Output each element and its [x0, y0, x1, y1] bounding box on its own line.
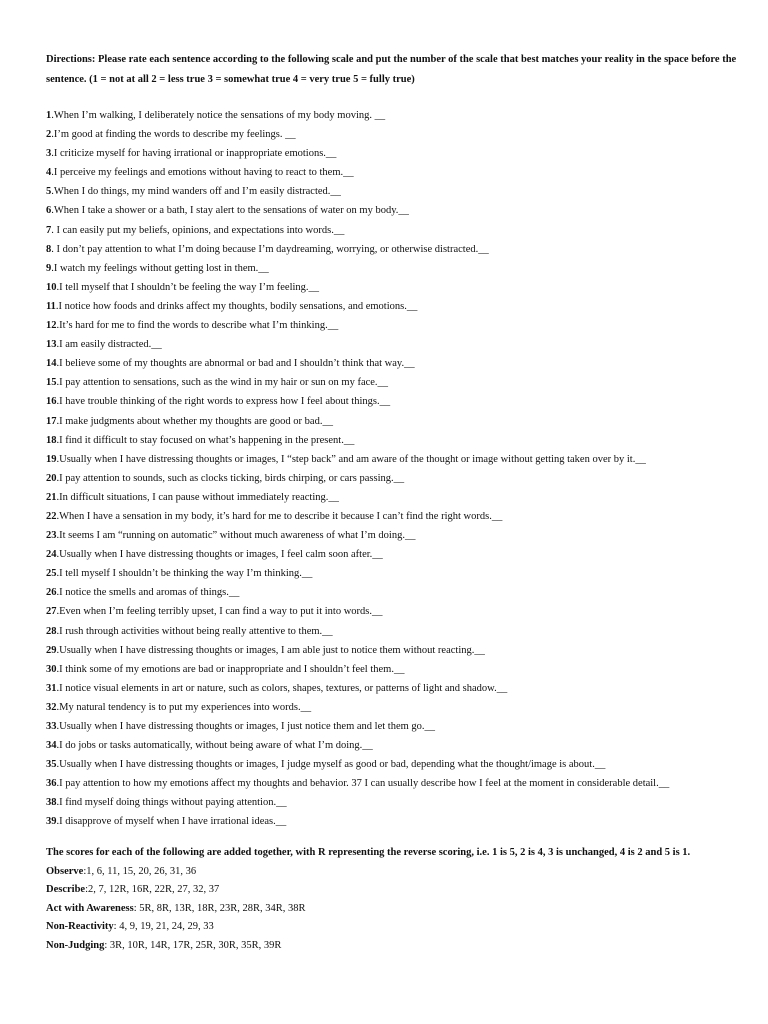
question-item: [46, 812, 746, 831]
question-text: .I’m good at finding the words to describe my feelings. __: [51, 129, 296, 141]
question-number: 12: [46, 320, 57, 332]
question-item: [46, 545, 746, 564]
question-text: . I don’t pay attention to what I’m doing because I’m daydreaming, worrying, or otherwise distracted.__: [51, 243, 489, 255]
question-item: [46, 201, 746, 220]
question-number: 17: [46, 415, 57, 427]
question-item: [46, 354, 746, 373]
question-text: .I find it difficult to stay focused on what’s happening in the present.__: [56, 434, 355, 446]
scoring-section: [46, 844, 746, 956]
question-text: . I can easily put my beliefs, opinions, and expectations into words.__: [51, 224, 345, 236]
question-text: .When I take a shower or a bath, I stay alert to the sensations of water on my body.__: [51, 205, 409, 217]
question-item: [46, 392, 746, 411]
question-text: .I notice the smells and aromas of things.__: [56, 587, 240, 599]
question-item: [46, 278, 746, 297]
question-number: 27: [46, 606, 57, 618]
question-number: 30: [46, 663, 57, 675]
question-number: 39: [46, 816, 57, 828]
question-text: .When I have a sensation in my body, it’s hard for me to describe it because I can’t find the right words.__: [56, 510, 503, 522]
facet-row: [46, 900, 746, 919]
question-item: [46, 679, 746, 698]
question-text: .Usually when I have distressing thoughts or images, I just notice them and let them go.__: [56, 721, 436, 732]
question-item: [46, 144, 746, 163]
question-text: .I notice how foods and drinks affect my thoughts, bodily sensations, and emotions.__: [55, 300, 418, 312]
facet-name: Act with Awareness: [46, 902, 134, 914]
facet-row: [46, 881, 746, 900]
question-number: 32: [46, 701, 57, 713]
scoring-intro: The scores for each of the following are added together, with R representing the reverse scoring, i.e. 1 is 5, 2 is 4, 3 is unchanged, 4 is 2 and 5 is 1.: [46, 847, 691, 858]
question-text: .I do jobs or tasks automatically, without being aware of what I’m doing.__: [56, 740, 373, 752]
question-number: 36: [46, 778, 57, 790]
question-number: 11: [46, 300, 56, 312]
question-item: [46, 297, 746, 316]
question-number: 3: [46, 148, 52, 160]
question-text: .When I’m walking, I deliberately notice the sensations of my body moving. __: [51, 110, 386, 121]
question-number: 35: [46, 759, 57, 771]
question-text: .I pay attention to sounds, such as clocks ticking, birds chirping, or cars passing.__: [56, 472, 405, 484]
facet-name: Describe: [46, 884, 86, 896]
question-item: [46, 717, 746, 736]
question-item: [46, 526, 746, 545]
question-item: [46, 125, 746, 144]
question-text: .I perceive my feelings and emotions without having to react to them.__: [51, 167, 354, 179]
facet-row: [46, 918, 746, 937]
question-number: 6: [46, 205, 52, 217]
question-item: [46, 774, 746, 793]
facet-items: :1, 6, 11, 15, 20, 26, 31, 36: [83, 865, 197, 877]
question-number: 13: [46, 339, 57, 351]
question-item: [46, 622, 746, 641]
question-item: [46, 335, 746, 354]
question-text: .I watch my feelings without getting lost in them.__: [51, 262, 269, 274]
question-item: [46, 163, 746, 182]
directions-paragraph: [46, 50, 746, 90]
facet-name: Observe: [46, 865, 84, 877]
question-number: 8: [46, 243, 52, 255]
facet-name: Non-Judging: [46, 939, 105, 951]
question-item: [46, 373, 746, 392]
facet-row: [46, 937, 746, 956]
question-text: .I have trouble thinking of the right words to express how I feel about things.__: [56, 396, 391, 408]
question-text: .I believe some of my thoughts are abnormal or bad and I shouldn’t think that way.__: [56, 358, 415, 370]
question-item: [46, 240, 746, 259]
question-number: 21: [46, 491, 57, 503]
question-number: 15: [46, 377, 57, 389]
question-item: [46, 182, 746, 201]
question-number: 2: [46, 129, 52, 141]
question-number: 4: [46, 167, 52, 179]
question-item: [46, 469, 746, 488]
question-number: 5: [46, 186, 52, 198]
question-number: 22: [46, 510, 57, 522]
question-text: .Usually when I have distressing thoughts or images, I am able just to notice them without reacting.__: [56, 644, 485, 656]
question-text: .Usually when I have distressing thoughts or images, I “step back” and am aware of the thought or image without getting taken over by it.__: [56, 453, 646, 465]
question-number: 24: [46, 549, 57, 561]
question-text: .I pay attention to sensations, such as the wind in my hair or sun on my face.__: [56, 377, 389, 389]
question-number: 19: [46, 453, 57, 465]
question-item: [46, 755, 746, 774]
question-text: .Usually when I have distressing thoughts or images, I feel calm soon after.__: [56, 549, 383, 561]
question-number: 10: [46, 281, 57, 293]
question-text: .I tell myself I shouldn’t be thinking the way I’m thinking.__: [56, 568, 313, 580]
question-text: .My natural tendency is to put my experiences into words.__: [56, 701, 312, 713]
question-item: [46, 259, 746, 278]
facet-name: Non-Reactivity: [46, 921, 114, 933]
question-text: .I am easily distracted.__: [56, 339, 162, 351]
question-text: .I make judgments about whether my thoughts are good or bad.__: [56, 415, 333, 427]
question-text: .Usually when I have distressing thoughts or images, I judge myself as good or bad, depending what the thought/image is about.__: [56, 759, 606, 771]
question-item: [46, 450, 746, 469]
facet-items: :2, 7, 12R, 16R, 22R, 27, 32, 37: [85, 884, 220, 896]
question-text: .Even when I’m feeling terribly upset, I can find a way to put it into words.__: [56, 606, 383, 618]
facet-items: : 3R, 10R, 14R, 17R, 25R, 30R, 35R, 39R: [104, 939, 282, 951]
question-text: .I criticize myself for having irrational or inappropriate emotions.__: [51, 148, 337, 160]
question-item: [46, 564, 746, 583]
question-number: 9: [46, 262, 52, 274]
question-text: .I pay attention to how my emotions affect my thoughts and behavior. 37 I can usually describe how I feel at the moment in considerable detail.__: [56, 778, 670, 790]
question-item: [46, 431, 746, 450]
question-item: [46, 221, 746, 240]
question-number: 7: [46, 224, 52, 236]
question-number: 29: [46, 644, 57, 656]
question-item: [46, 736, 746, 755]
question-text: .I think some of my emotions are bad or inappropriate and I shouldn’t feel them.__: [56, 663, 405, 675]
question-number: 26: [46, 587, 57, 599]
question-number: 28: [46, 625, 57, 637]
question-text: .I rush through activities without being really attentive to them.__: [56, 625, 333, 637]
question-item: [46, 507, 746, 526]
question-number: 25: [46, 568, 57, 580]
question-item: [46, 412, 746, 431]
question-text: .It seems I am “running on automatic” without much awareness of what I’m doing.__: [56, 530, 416, 542]
question-text: .In difficult situations, I can pause without immediately reacting.__: [56, 491, 339, 503]
question-item: [46, 106, 746, 125]
question-item: [46, 488, 746, 507]
question-number: 34: [46, 740, 57, 752]
question-number: 31: [46, 682, 57, 694]
question-text: .I tell myself that I shouldn’t be feeling the way I’m feeling.__: [56, 281, 320, 293]
question-number: 33: [46, 721, 57, 732]
question-number: 16: [46, 396, 57, 408]
question-number: 38: [46, 797, 57, 809]
question-text: .It’s hard for me to find the words to describe what I’m thinking.__: [56, 320, 339, 332]
facet-items: : 5R, 8R, 13R, 18R, 23R, 28R, 34R, 38R: [133, 902, 306, 914]
question-text: .I disapprove of myself when I have irrational ideas.__: [56, 816, 287, 828]
directions-text: : Please rate each sentence according to the following scale and put the number of the scale that best matches your reality in the space before the sentence. (1 = not at all 2 = less true 3 = somewhat true 4 = very true 5 = fully true): [46, 54, 737, 85]
question-number: 18: [46, 434, 57, 446]
question-number: 1: [46, 110, 52, 121]
question-number: 20: [46, 472, 57, 484]
facet-items: : 4, 9, 19, 21, 24, 29, 33: [113, 921, 214, 933]
facet-list: [46, 863, 746, 956]
facet-row: [46, 863, 746, 882]
question-item: [46, 793, 746, 812]
question-list: [46, 106, 746, 832]
question-item: [46, 660, 746, 679]
question-item: [46, 316, 746, 335]
question-item: [46, 602, 746, 621]
question-text: .I notice visual elements in art or nature, such as colors, shapes, textures, or patterns of light and shadow.__: [56, 682, 508, 694]
question-number: 14: [46, 358, 57, 370]
directions-label: Directions: [46, 54, 92, 65]
question-text: .I find myself doing things without paying attention.__: [56, 797, 287, 809]
question-text: .When I do things, my mind wanders off and I’m easily distracted.__: [51, 186, 341, 198]
question-number: 23: [46, 530, 57, 542]
question-item: [46, 641, 746, 660]
question-item: [46, 583, 746, 602]
question-item: [46, 698, 746, 717]
